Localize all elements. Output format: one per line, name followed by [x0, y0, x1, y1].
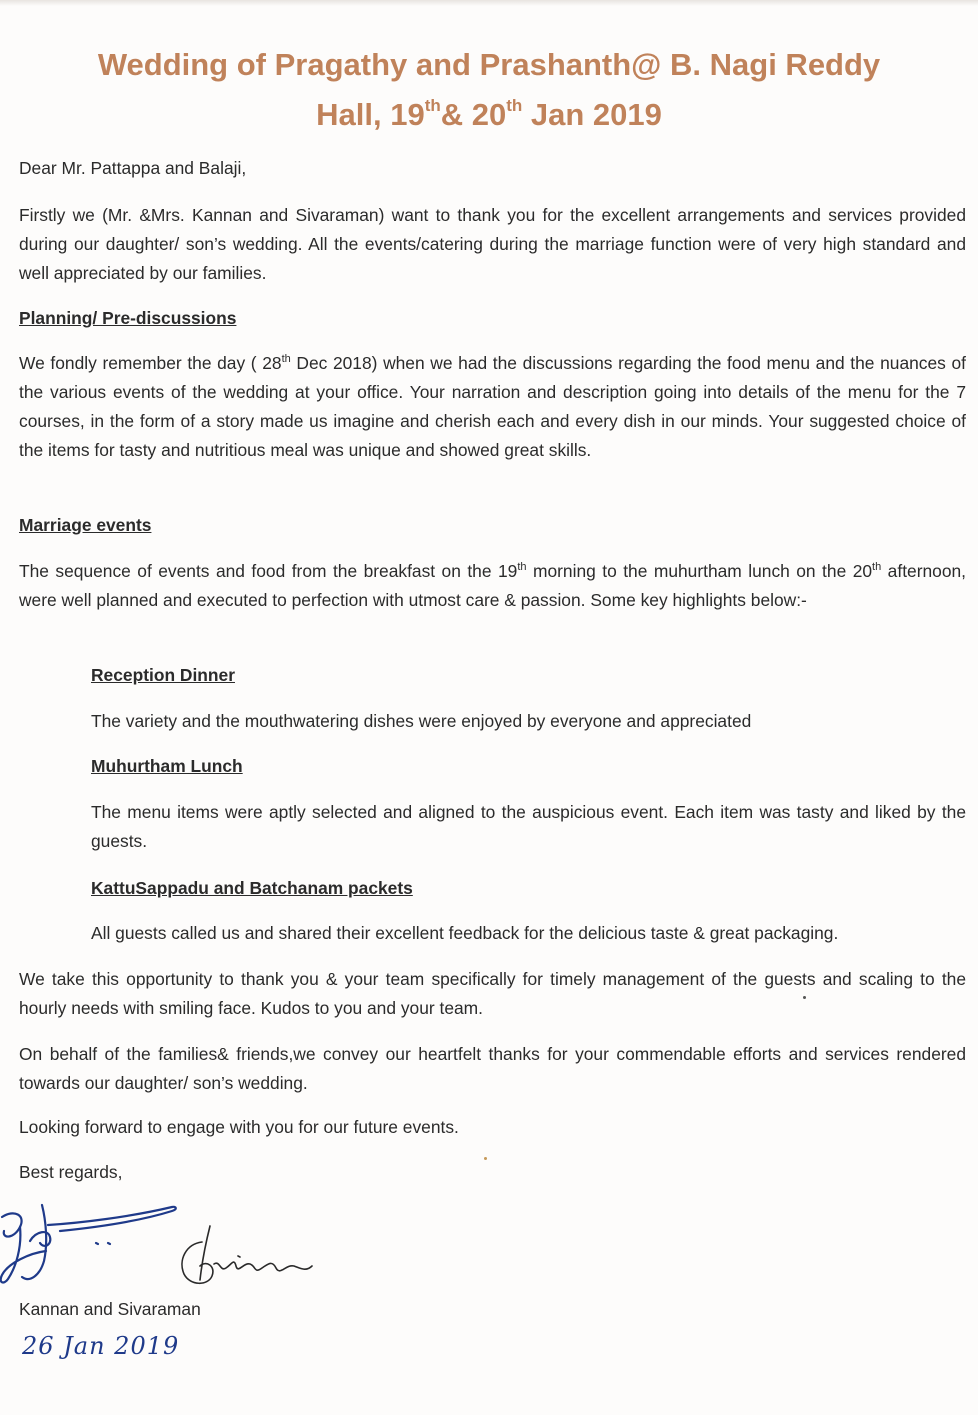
title-line-2 [0, 90, 978, 140]
reception-heading: Reception Dinner [91, 665, 235, 685]
marriage-sup-1: th [517, 561, 527, 573]
planning-text-a: We fondly remember the day ( 28 [19, 353, 282, 373]
paper-speck [484, 1157, 487, 1160]
kattu-paragraph: All guests called us and shared their excellent feedback for the delicious taste & great packaging. [91, 923, 839, 943]
closing-regards: Best regards, [19, 1162, 123, 1182]
kannan-signature [0, 1195, 200, 1295]
kattu-heading: KattuSappadu and Batchanam packets [91, 878, 413, 898]
title-hall: Hall, 19 [316, 97, 425, 132]
muhurtham-paragraph: The menu items were aptly selected and aligned to the auspicious event. Each item was tasty and liked by the guests. [91, 802, 966, 851]
intro-paragraph: Firstly we (Mr. &Mrs. Kannan and Sivaraman) want to thank you for the excellent arrangements and services provided during our daughter/ son’s wedding. All the events/catering during the marriage function were of very high standard and well appreciated by our families. [19, 205, 966, 283]
marriage-sup-2: th [872, 561, 882, 573]
page-edge [0, 0, 978, 6]
marriage-paragraph [19, 557, 966, 615]
title-twenty: & 20 [440, 97, 507, 132]
thanks-team-paragraph: We take this opportunity to thank you & your team specifically for timely management of the guests and scaling to the hourly needs with smiling face. Kudos to you and your team. [19, 969, 966, 1018]
signatories-name: Kannan and Sivaraman [19, 1299, 201, 1319]
planning-text-b: Dec 2018) when we had the discussions regarding the food menu and the nuances of the various events of the wedding at your office. Your narration and description going into details of the menu for the 7 courses, in the form of a story made us imagine and cherish each and every dish in our minds. Your suggested choice of the items for tasty and nutritious meal was unique and showed great skills. [19, 353, 966, 460]
letter-title [0, 40, 978, 140]
title-line-1: Wedding of Pragathy and Prashanth@ B. Nagi Reddy [97, 47, 881, 82]
title-sup-1: th [424, 96, 441, 115]
muhurtham-heading: Muhurtham Lunch [91, 756, 243, 776]
planning-sup: th [281, 353, 291, 365]
looking-forward: Looking forward to engage with you for our future events. [19, 1117, 459, 1137]
handwritten-date: 26 Jan 2019 [22, 1332, 180, 1360]
title-year: Jan 2019 [522, 97, 662, 132]
marriage-heading: Marriage events [19, 515, 152, 535]
planning-paragraph [19, 349, 966, 465]
behalf-paragraph: On behalf of the families& friends,we convey our heartfelt thanks for your commendable efforts and services rendered towards our daughter/ son’s wedding. [19, 1044, 966, 1093]
reception-paragraph: The variety and the mouthwatering dishes were enjoyed by everyone and appreciated [91, 711, 752, 731]
marriage-text-b: morning to the muhurtham lunch on the 20 [526, 561, 873, 581]
title-sup-2: th [506, 96, 523, 115]
sivaraman-signature [176, 1220, 326, 1300]
planning-heading: Planning/ Pre-discussions [19, 308, 237, 328]
paper-speck [803, 996, 806, 999]
salutation: Dear Mr. Pattappa and Balaji, [19, 158, 247, 178]
marriage-text-c: afternoon, were well planned and executed to perfection with utmost care & passion. Some key highlights below:- [19, 561, 967, 610]
marriage-text-a: The sequence of events and food from the breakfast on the 19 [19, 561, 518, 581]
